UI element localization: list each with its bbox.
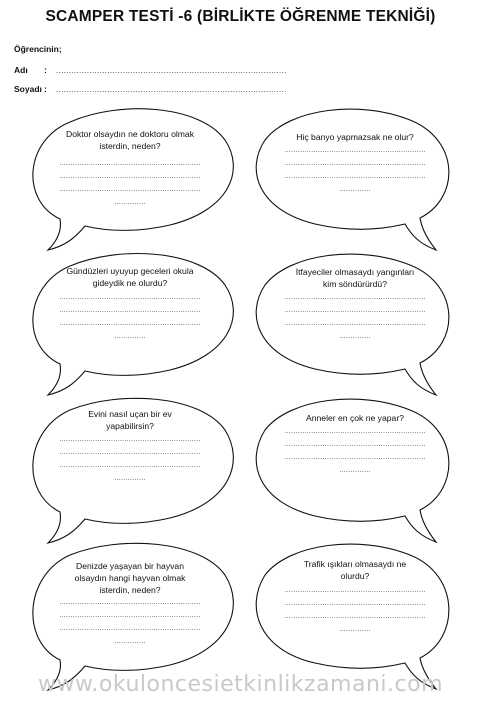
answer-line[interactable]: ............................................................... (284, 428, 426, 435)
answer-line[interactable]: ............................................................... (284, 320, 426, 327)
question-4: İtfayeciler olmasaydı yangınları kim söndürürdü? (295, 267, 415, 289)
answer-line[interactable]: ............................................................... (284, 160, 426, 167)
answer-short[interactable]: .............. (339, 333, 371, 340)
answer-line[interactable]: ............................................................... (284, 294, 426, 301)
answer-short[interactable]: .............. (339, 186, 371, 193)
answer-short[interactable]: .............. (114, 638, 146, 645)
question-7: Denizde yaşayan bir hayvan olsaydın hangi hayvan olmak isterdin, neden? (74, 561, 186, 595)
answer-short[interactable]: .............. (339, 626, 371, 633)
question-2: Hiç banyo yapmazsak ne olur? (296, 132, 414, 142)
answer-line[interactable]: ............................................................... (59, 294, 201, 301)
answer-line[interactable]: ............................................................... (59, 320, 201, 327)
answer-line[interactable]: ............................................................... (284, 147, 426, 154)
name-colon: : (44, 65, 47, 75)
answer-line[interactable]: ............................................................... (59, 436, 201, 443)
answer-line[interactable]: ............................................................... (59, 462, 201, 469)
answer-line[interactable]: ............................................................... (59, 625, 201, 632)
page-title: SCAMPER TESTİ -6 (BİRLİKTE ÖĞRENME TEKNİĞİ) (45, 8, 436, 25)
answer-short[interactable]: .............. (339, 467, 371, 474)
student-header: Öğrencinin; (14, 44, 62, 54)
watermark: www.okuloncesietkinlikzamani.com (37, 672, 444, 697)
surname-label: Soyadı (14, 84, 42, 94)
question-1: Doktor olsaydın ne doktoru olmak isterdin, neden? (65, 129, 195, 151)
name-field[interactable]: .......................................................................................... (56, 65, 287, 75)
question-3: Gündüzleri uyuyup geceleri okula gideydik ne olurdu? (66, 266, 194, 288)
answer-line[interactable]: ............................................................... (284, 613, 426, 620)
answer-short[interactable]: .............. (114, 333, 146, 340)
answer-line[interactable]: ............................................................... (284, 307, 426, 314)
question-6: Anneler en çok ne yapar? (306, 413, 404, 423)
answer-line[interactable]: ............................................................... (59, 160, 201, 167)
answer-line[interactable]: ............................................................... (59, 173, 201, 180)
answer-line[interactable]: ............................................................... (59, 186, 201, 193)
answer-line[interactable]: ............................................................... (284, 600, 426, 607)
answer-line[interactable]: ............................................................... (59, 599, 201, 606)
surname-field[interactable]: .......................................................................................... (56, 84, 287, 94)
surname-colon: : (44, 84, 47, 94)
answer-short[interactable]: .............. (114, 475, 146, 482)
answer-line[interactable]: ............................................................... (59, 307, 201, 314)
answer-line[interactable]: ............................................................... (284, 454, 426, 461)
answer-line[interactable]: ............................................................... (284, 173, 426, 180)
question-8: Trafik ışıkları olmasaydı ne olurdu? (303, 559, 407, 581)
answer-line[interactable]: ............................................................... (284, 587, 426, 594)
answer-short[interactable]: .............. (114, 199, 146, 206)
answer-line[interactable]: ............................................................... (59, 449, 201, 456)
answer-line[interactable]: ............................................................... (284, 441, 426, 448)
answer-line[interactable]: ............................................................... (59, 612, 201, 619)
question-5: Evini nasıl uçan bir ev yapabilirsin? (88, 409, 172, 431)
name-label: Adı (14, 65, 28, 75)
